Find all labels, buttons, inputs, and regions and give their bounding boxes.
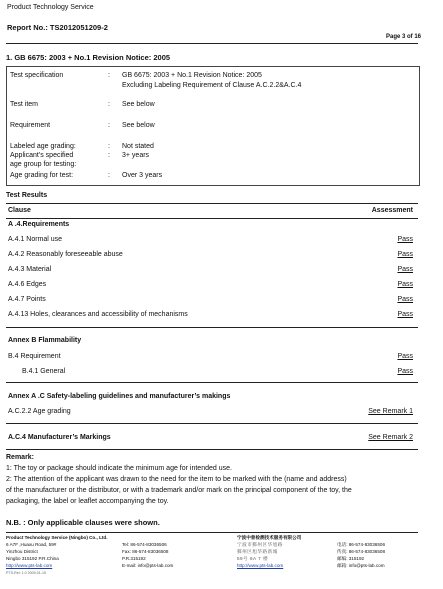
info-label-requirement: Requirement	[10, 122, 51, 129]
clause-row: A.4.7 Points	[8, 296, 46, 303]
info-value-applicant-age: 3+ years	[122, 152, 150, 159]
info-label-test-spec: Test specification	[10, 72, 64, 79]
clause-row: A.4.2 Reasonably foreseeable abuse	[8, 251, 123, 258]
footer-address-cn: 鄞州区旭华路新城	[237, 549, 278, 554]
section-title: 1. GB 6675: 2003 + No.1 Revision Notice: 2005	[6, 53, 171, 62]
footer-postcode: P.R.315192	[122, 556, 146, 561]
info-label-applicant-age: Applicant’s specified	[10, 152, 74, 159]
form-code: PTS-Rel: 1.0 2009-01-15	[6, 571, 46, 575]
column-header-assessment: Assessment	[371, 207, 413, 214]
header-divider	[6, 43, 418, 44]
info-value-requirement: See below	[122, 122, 155, 129]
footer-company-cn: 宁波中普检测技术服务有限公司	[237, 535, 302, 540]
info-value-age-for-test: Over 3 years	[122, 172, 163, 179]
remark-2-cont: packaging, the label or leaflet accompanying the toy.	[6, 498, 169, 505]
clause-row: B.4.1 General	[22, 368, 66, 375]
footer-fax-cn: 传真: 86-574-83036508	[337, 549, 386, 554]
info-label-applicant-age-2: age group for testing:	[10, 161, 77, 168]
table-bottom-rule	[6, 449, 418, 450]
assessment-pass: Pass	[397, 311, 413, 318]
test-results-title: Test Results	[6, 192, 48, 199]
assessment-pass: Pass	[397, 281, 413, 288]
page-indicator: Page 3 of 16	[385, 34, 421, 40]
footer-website-link-cn[interactable]: http://www.pts-lab.com	[237, 563, 284, 568]
assessment-pass: Pass	[397, 368, 413, 375]
footer-email: E-mail: info@pts-lab.com	[122, 563, 174, 568]
clause-row: B.4 Requirement	[8, 353, 61, 360]
assessment-pass: Pass	[397, 266, 413, 273]
info-colon: :	[108, 101, 110, 108]
info-value-labeled-age: Not stated	[122, 143, 154, 150]
footer-address: Ningbo 315192 P.R.China	[6, 556, 59, 561]
info-colon: :	[108, 172, 110, 179]
remark-1: 1: The toy or package should indicate the minimum age for intended use.	[6, 465, 232, 472]
info-colon: :	[108, 122, 110, 129]
group-b-title: Annex B Flammability	[8, 337, 82, 344]
info-value-test-spec-2: Excluding Labeling Requirement of Clause A.C.2.2&A.C.4	[122, 82, 302, 89]
info-colon: :	[108, 72, 110, 79]
table-top-rule	[6, 203, 418, 204]
clause-row: A.4.3 Material	[8, 266, 52, 273]
clause-row: A.C.2.2 Age grading	[8, 408, 71, 415]
group-divider	[6, 423, 418, 424]
company-name: Product Technology Service	[7, 4, 94, 11]
info-value-test-item: See below	[122, 101, 155, 108]
group-d-title: A.C.4 Manufacturer’s Markings	[8, 434, 111, 441]
assessment-pass: Pass	[397, 236, 413, 243]
footer-postcode-cn: 邮编: 315192	[337, 556, 365, 561]
assessment-remark: See Remark 1	[368, 408, 413, 415]
group-a-title: A .4.Requirements	[8, 221, 70, 228]
group-c-title: Annex A .C Safety-labeling guidelines and manufacturer’s makings	[8, 393, 231, 400]
footer-divider	[6, 532, 418, 533]
info-label-age-for-test: Age grading for test:	[10, 172, 74, 179]
info-label-test-item: Test item	[10, 101, 39, 108]
group-divider	[6, 327, 418, 328]
footer-address: 6 A7F ,Huaxu Road, 59#	[6, 542, 57, 547]
assessment-pass: Pass	[397, 296, 413, 303]
info-label-labeled-age: Labeled age grading:	[10, 143, 76, 150]
table-header-rule	[6, 218, 418, 219]
info-colon: :	[108, 152, 110, 159]
footer-address-cn: 宁波市鄞州区华旭路	[237, 542, 283, 547]
assessment-pass: Pass	[397, 353, 413, 360]
clause-row: A.4.1 Normal use	[8, 236, 63, 243]
footer-tel-cn: 电话: 86-574-83036506	[337, 542, 386, 547]
info-value-test-spec: GB 6675: 2003 + No.1 Revision Notice: 2005	[122, 72, 262, 79]
remark-2: 2: The attention of the applicant was drawn to the need for the item to be marked with the (name and address)	[6, 476, 347, 483]
remark-2-cont: of the manufacturer or the distributor, or with a trademark and/or mark on the principal component of the toy, the	[6, 487, 352, 494]
assessment-pass: Pass	[397, 251, 413, 258]
remark-title: Remark:	[6, 454, 35, 461]
footer-address-cn: 59号 6A 7 楼	[237, 556, 269, 561]
info-colon: :	[108, 143, 110, 150]
applicable-note: N.B. : Only applicable clauses were shown.	[6, 518, 160, 527]
clause-row: A.4.13 Holes, clearances and accessibility of mechanisms	[8, 311, 188, 318]
group-divider	[6, 382, 418, 383]
footer-fax: Fax: 86-574-83036508	[122, 549, 169, 554]
footer-website-link[interactable]: http://www.pts-lab.com	[6, 563, 53, 568]
footer-email-cn: 邮箱: info@pts-lab.com	[337, 563, 385, 568]
footer-company: Product Technology Service (Ningbo) Co., Ltd.	[6, 535, 108, 540]
assessment-remark: See Remark 2	[368, 434, 413, 441]
column-header-clause: Clause	[8, 207, 31, 214]
report-number: Report No.: TS2012051209-2	[7, 23, 108, 32]
footer-tel: Tel: 86-574-83036506	[122, 542, 167, 547]
footer-address: Yinzhou District	[6, 549, 38, 554]
clause-row: A.4.6 Edges	[8, 281, 47, 288]
